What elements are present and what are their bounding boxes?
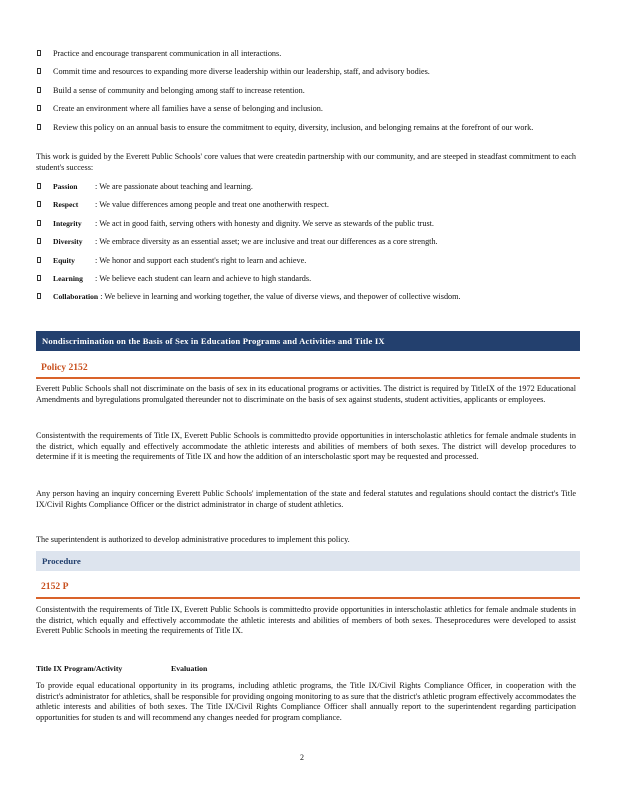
bullet-box-icon <box>37 201 41 207</box>
policy-heading: Policy 2152 <box>41 362 88 373</box>
commitment-bullet-list <box>36 48 576 140</box>
bullet-box-icon <box>37 68 41 74</box>
bullet-text: Build a sense of community and belonging among staff to increase retention. <box>53 85 305 95</box>
list-item <box>36 291 576 302</box>
value-text: : We believe in learning and working together, the value of diverse views, and thepower of collective wisdom. <box>100 292 461 302</box>
value-text: : We believe each student can learn and achieve to high standards. <box>95 273 312 283</box>
list-item <box>36 66 576 77</box>
value-term: Integrity <box>53 218 82 228</box>
section-title-band: Nondiscrimination on the Basis of Sex in Education Programs and Activities and Title IX <box>36 331 580 351</box>
policy-paragraph: The superintendent is authorized to develop administrative procedures to implement this policy. <box>36 535 350 544</box>
list-item <box>36 85 576 96</box>
policy-divider <box>36 377 580 379</box>
value-text: : We value differences among people and treat one anotherwith respect. <box>95 200 329 210</box>
procedure-paragraph: Consistentwith the requirements of Title IX, Everett Public Schools is committedto provide opportunities in interscholastic athletics for female andmale students in the district, which equally and effectively accommodate the athletic interests and abilities of members of both sexes. Theseprocedures were developed to assist Everett Public Schools in meeting the requirements of Title IX. <box>36 605 576 636</box>
bullet-text: Review this policy on an annual basis to ensure the commitment to equity, diversity, inclusion, and belonging remains at the forefront of our work. <box>53 122 534 132</box>
value-text: : We are passionate about teaching and learning. <box>95 182 253 191</box>
bullet-text: Commit time and resources to expanding more diverse leadership within our leadership, staff, and advisory bodies. <box>53 67 430 77</box>
bullet-box-icon <box>37 220 41 226</box>
list-item <box>36 236 576 247</box>
list-item <box>36 103 576 114</box>
value-term: Collaboration <box>53 292 99 302</box>
policy-paragraph: Consistentwith the requirements of Title IX, Everett Public Schools is committedto provide opportunities in interscholastic athletics for female andmale students in the district, which equally and effectively accommodate the athletic interests and abilities of members of both sexes. The district will develop procedures to determine if it is meeting the requirements of Title IX and how the addition of an interscholastic sport may be requested and processed. <box>36 431 576 462</box>
procedure-band: Procedure <box>36 551 580 571</box>
list-item <box>36 218 576 229</box>
value-term: Respect <box>53 200 79 210</box>
bullet-box-icon <box>37 293 41 299</box>
value-text: : We embrace diversity as an essential asset; we are inclusive and treat our differences as a core strength. <box>95 237 438 247</box>
list-item <box>36 255 576 266</box>
list-item <box>36 181 576 192</box>
value-term: Learning <box>53 273 83 283</box>
procedure-heading: 2152 P <box>41 581 69 592</box>
bullet-box-icon <box>37 238 41 244</box>
value-text: : We act in good faith, serving others with honesty and dignity. We serve as stewards of the public trust. <box>95 218 434 228</box>
list-item <box>36 48 576 59</box>
policy-paragraph: Everett Public Schools shall not discriminate on the basis of sex in its educational programs or activities. The district is required by TitleIX of the 1972 Educational Amendments and byregulations promulgated thereunder not to discriminate on the basis of sex against students, student activities, applicants or employees. <box>36 384 576 404</box>
bullet-box-icon <box>37 183 41 189</box>
policy-paragraph: Any person having an inquiry concerning Everett Public Schools' implementation of the state and federal statutes and regulations should contact the district's Title IX/Civil Rights Compliance Officer or the district administrator in charge of student athletics. <box>36 489 576 509</box>
values-intro-paragraph: This work is guided by the Everett Public Schools' core values that were createdin partnership with our community, and are steeped in steadfast commitment to each student's success: <box>36 152 576 172</box>
page-number: 2 <box>300 753 304 762</box>
value-term: Equity <box>53 255 75 265</box>
bullet-box-icon <box>37 50 41 56</box>
bullet-box-icon <box>37 105 41 111</box>
procedure-divider <box>36 597 580 599</box>
list-item <box>36 122 576 133</box>
bullet-box-icon <box>37 87 41 93</box>
value-term: Diversity <box>53 237 83 247</box>
subheading-left: Title IX Program/Activity <box>36 664 123 673</box>
bullet-text: Practice and encourage transparent communication in all interactions. <box>53 49 282 58</box>
bullet-text: Create an environment where all families have a sense of belonging and inclusion. <box>53 104 323 114</box>
bullet-box-icon <box>37 257 41 263</box>
bullet-box-icon <box>37 124 41 130</box>
subheading-right: Evaluation <box>171 664 208 673</box>
bullet-box-icon <box>37 275 41 281</box>
value-text: : We honor and support each student's right to learn and achieve. <box>95 255 307 265</box>
core-values-list <box>36 181 576 310</box>
evaluation-subheading <box>36 664 207 673</box>
list-item <box>36 273 576 284</box>
value-term: Passion <box>53 182 78 191</box>
list-item <box>36 199 576 210</box>
evaluation-paragraph: To provide equal educational opportunity in its programs, including athletic programs, the Title IX/Civil Rights Compliance Officer, in cooperation with the district's administrator for athletics, shall be responsible for providing ongoing monitoring to as sure that the district's athletic program effectively accommodates the athletic interests and abilities of both sexes. The Title IX/Civil Rights Compliance Officer shall annually report to the superintendent regarding participation opportunities for studen ts and will recommend any changes needed for program compliance. <box>36 681 576 722</box>
